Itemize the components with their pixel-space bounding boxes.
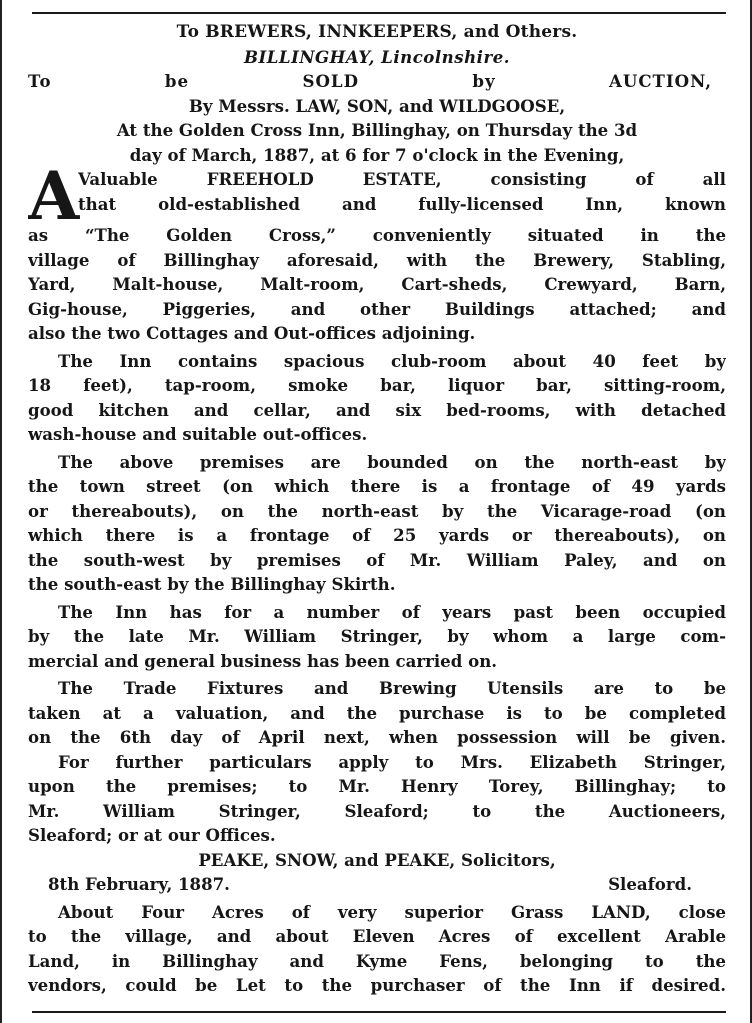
paragraph-line: Valuable FREEHOLD ESTATE, consisting of all [78, 169, 726, 189]
sold-word: To [28, 71, 52, 91]
paragraph-line: vendors, could be Let to the purchaser of the Inn if desired. [28, 975, 726, 995]
paragraph-line: which there is a frontage of 25 yards or thereabouts), on [28, 525, 726, 545]
paragraph-line: as “The Golden Cross,” conveniently situated in the [28, 225, 726, 245]
top-rule [32, 12, 726, 14]
bottom-rule [32, 1011, 726, 1013]
paragraph-line: the south-east by the Billinghay Skirth. [28, 574, 396, 594]
paragraph-line: About Four Acres of very superior Grass LAND, close [58, 901, 726, 922]
paragraph-line: Gig-house, Piggeries, and other Buildings attached; and [28, 298, 726, 319]
paragraph-line: The Inn has for a number of years past been occupied [58, 601, 726, 622]
paragraph-line: also the two Cottages and Out-offices adjoining. [28, 323, 476, 343]
paragraph-line: by the late Mr. William Stringer, by whom a large com- [28, 626, 726, 646]
paragraph-line: taken at a valuation, and the purchase is to be completed [28, 702, 726, 723]
advert-place: Sleaford. [608, 874, 692, 894]
fixtures-paragraph [28, 676, 726, 750]
bounds-paragraph [28, 450, 726, 597]
sold-word: be [164, 71, 190, 91]
auction-advertisement [28, 20, 726, 998]
paragraph-line: the town street (on which there is a frontage of 49 yards [28, 476, 726, 496]
land-paragraph [28, 900, 726, 998]
paragraph-line: Land, in Billinghay and Kyme Fens, belonging to the [28, 950, 726, 971]
paragraph-line: Yard, Malt-house, Malt-room, Cart-sheds, Crewyard, Barn, [28, 274, 726, 294]
paragraph-line: good kitchen and cellar, and six bed-rooms, with detached [28, 399, 726, 420]
advert-location: BILLINGHAY, Lincolnshire. [243, 46, 511, 67]
date-place-row [28, 872, 726, 897]
paragraph-line: the south-west by premises of Mr. William Paley, and on [28, 549, 726, 570]
paragraph-line: The Inn contains spacious club-room about 40 feet by [58, 350, 726, 371]
inn-paragraph [28, 349, 726, 447]
sold-word: by [472, 71, 496, 91]
solicitors-signature: PEAKE, SNOW, and PEAKE, Solicitors, [198, 849, 556, 870]
paragraph-line: wash-house and suitable out-offices. [28, 424, 368, 444]
paragraph-line: to the village, and about Eleven Acres of excellent Arable [28, 926, 726, 946]
sold-word: AUCTION, [609, 71, 713, 91]
paragraph-line: For further particulars apply to Mrs. Elizabeth Stringer, [58, 751, 726, 772]
estate-paragraph [28, 167, 726, 223]
drop-cap: A [28, 167, 80, 223]
venue-line: day of March, 1887, at 6 for 7 o'clock in the Evening, [129, 144, 625, 165]
occupied-paragraph [28, 600, 726, 674]
venue-line: At the Golden Cross Inn, Billinghay, on Thursday the 3d [116, 120, 638, 140]
paragraph-line: or thereabouts), on the north-east by the Vicarage-road (on [28, 500, 726, 521]
advert-date: 8th February, 1887. [48, 874, 230, 894]
paragraph-line: village of Billinghay aforesaid, with the Brewery, Stabling, [28, 249, 726, 270]
paragraph-line: upon the premises; to Mr. Henry Torey, Billinghay; to [28, 776, 726, 796]
paragraph-line: Sleaford; or at our Offices. [28, 825, 276, 845]
paragraph-line: The Trade Fixtures and Brewing Utensils are to be [58, 678, 726, 698]
sold-by-auction-line [28, 69, 726, 94]
paragraph-line: Mr. William Stringer, Sleaford; to the Auctioneers, [28, 800, 726, 821]
paragraph-line: The above premises are bounded on the north-east by [58, 451, 726, 472]
sold-word: SOLD [302, 71, 359, 91]
paragraph-line: on the 6th day of April next, when possession will be given. [28, 727, 726, 747]
paragraph-line: mercial and general business has been carried on. [28, 650, 498, 671]
paragraph-line: that old-established and fully-licensed Inn, known [78, 193, 726, 214]
advert-heading: To BREWERS, INNKEEPERS, and Others. [176, 22, 578, 42]
particulars-paragraph [28, 750, 726, 848]
paragraph-line: 18 feet), tap-room, smoke bar, liquor bar, sitting-room, [28, 375, 726, 395]
auctioneers-line: By Messrs. LAW, SON, and WILDGOOSE, [188, 95, 566, 116]
